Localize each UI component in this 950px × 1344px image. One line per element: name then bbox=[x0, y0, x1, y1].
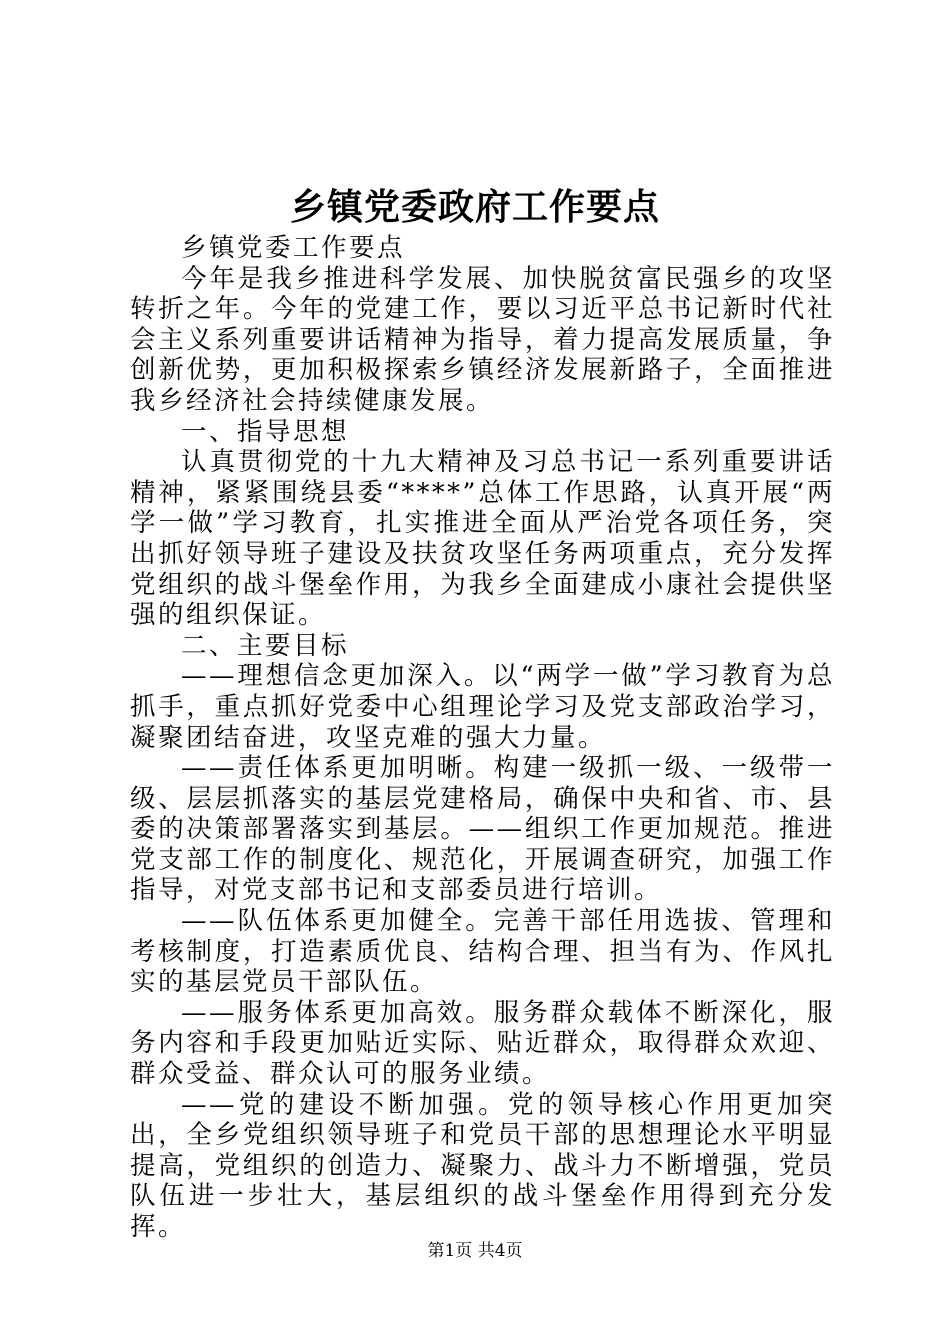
paragraph-goal-party-building: ——党的建设不断加强。党的领导核心作用更加突出，全乡党组织领导班子和党员干部的思想理论水平明显提高，党组织的创造力、凝聚力、战斗力不断增强，党员队伍进一步壮大，基层组织的战斗堡垒作用得到充分发挥。 bbox=[130, 1089, 835, 1242]
paragraph-goal-team: ——队伍体系更加健全。完善干部任用选拔、管理和考核制度，打造素质优良、结构合理、担当有为、作风扎实的基层党员干部队伍。 bbox=[130, 906, 835, 998]
paragraph-guiding-thought: 认真贯彻党的十九大精神及习总书记一系列重要讲话精神，紧紧围绕县委“****”总体工作思路，认真开展“两学一做”学习教育，扎实推进全面从严治党各项任务，突出抓好领导班子建设及扶贫攻坚任务两项重点，充分发挥党组织的战斗堡垒作用，为我乡全面建成小康社会提供坚强的组织保证。 bbox=[130, 447, 835, 631]
document-title: 乡镇党委政府工作要点 bbox=[289, 186, 660, 228]
section-heading-main-goals: 二、主要目标 bbox=[181, 630, 350, 661]
paragraph-subtitle: 乡镇党委工作要点 bbox=[181, 233, 406, 263]
document-body bbox=[130, 233, 835, 1243]
page-number-footer: 第1页 共4页 bbox=[427, 1241, 523, 1261]
paragraph-goal-ideals: ——理想信念更加深入。以“两学一做”学习教育为总抓手，重点抓好党委中心组理论学习及党支部政治学习，凝聚团结奋进，攻坚克难的强大力量。 bbox=[130, 661, 835, 753]
paragraph-goal-service: ——服务体系更加高效。服务群众载体不断深化，服务内容和手段更加贴近实际、贴近群众，取得群众欢迎、群众受益、群众认可的服务业绩。 bbox=[130, 997, 835, 1090]
paragraph-intro: 今年是我乡推进科学发展、加快脱贫富民强乡的攻坚转折之年。今年的党建工作，要以习近平总书记新时代社会主义系列重要讲话精神为指导，着力提高发展质量，争创新优势，更加积极探索乡镇经济发展新路子，全面推进我乡经济社会持续健康发展。 bbox=[130, 263, 835, 416]
paragraph-goal-responsibility: ——责任体系更加明晰。构建一级抓一级、一级带一级、层层抓落实的基层党建格局，确保中央和省、市、县委的决策部署落实到基层。——组织工作更加规范。推进党支部工作的制度化、规范化，开展调查研究，加强工作指导，对党支部书记和支部委员进行培训。 bbox=[130, 753, 835, 906]
section-heading-guiding-thought: 一、指导思想 bbox=[181, 416, 350, 447]
